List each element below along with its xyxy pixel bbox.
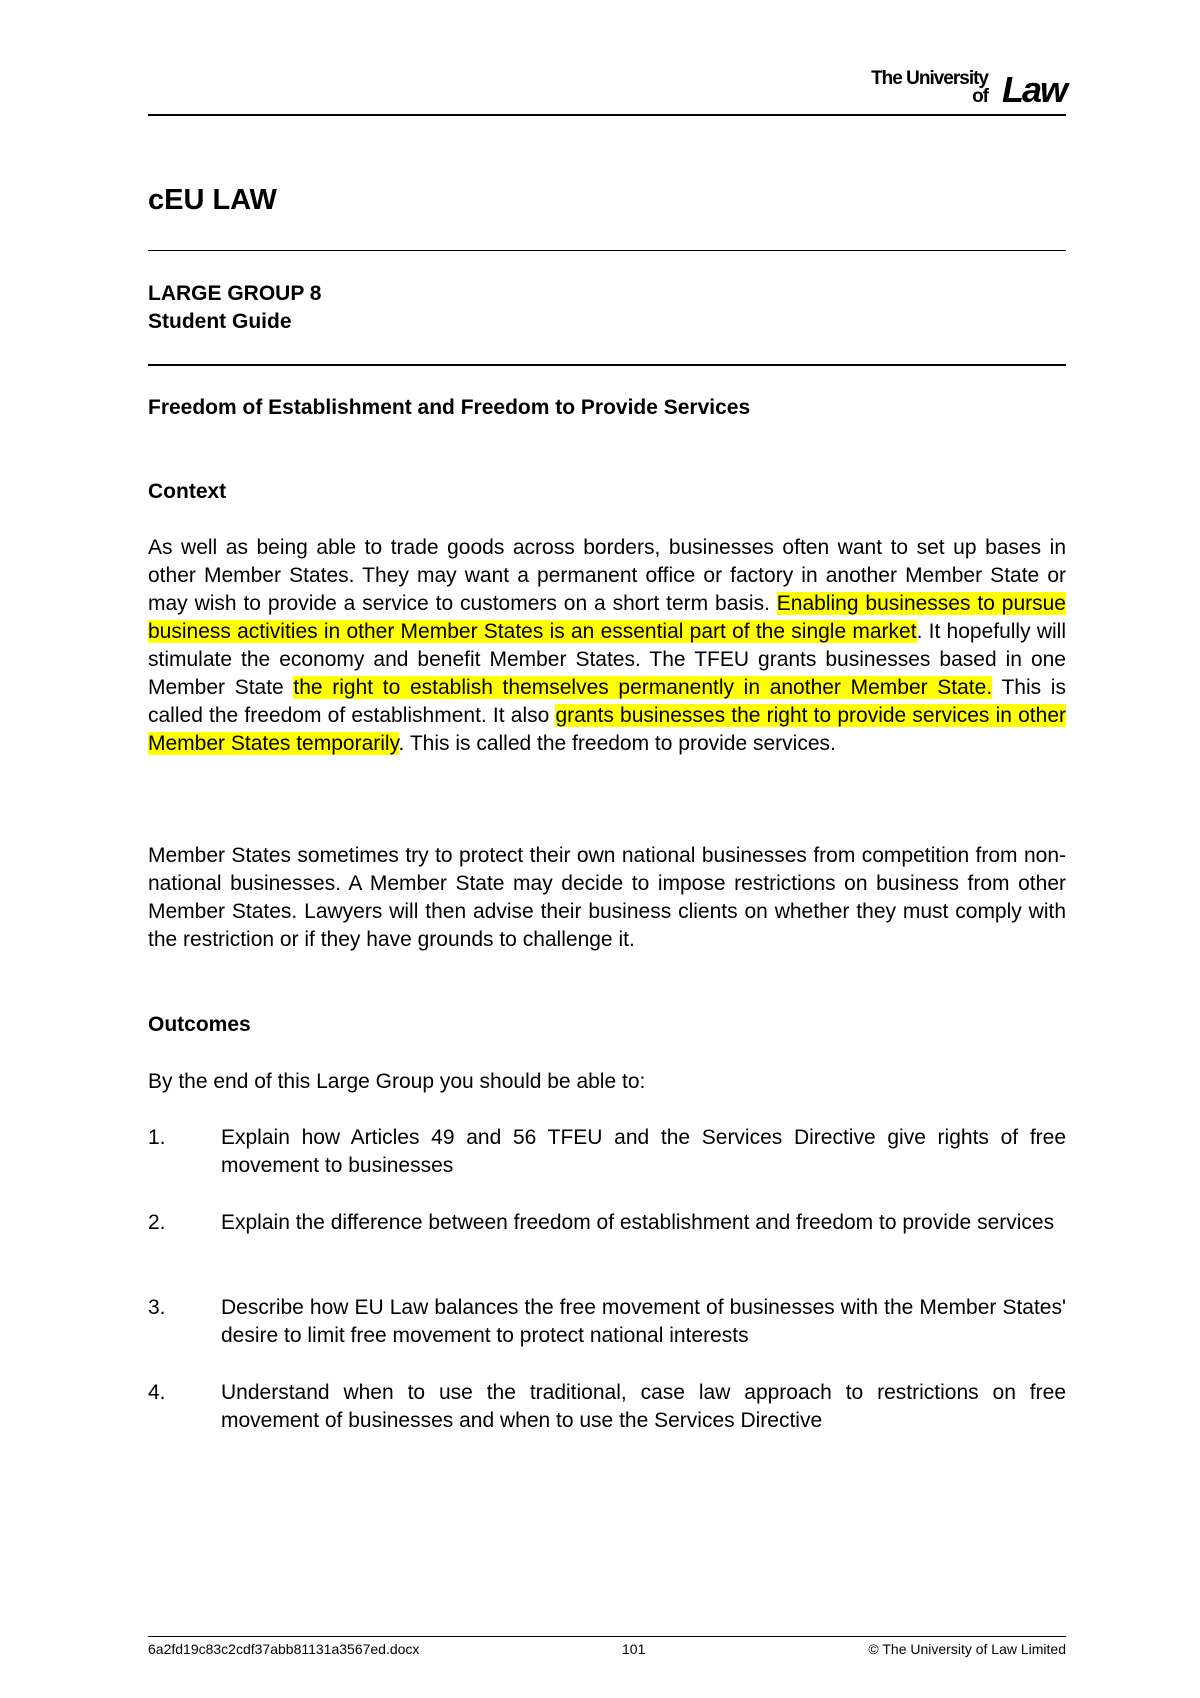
logo-text-of: of xyxy=(972,86,988,107)
outcome-text: Describe how EU Law balances the free movement of businesses with the Member States' desire to limit free movement to protect national interests xyxy=(221,1296,1066,1347)
logo-text-university: The University xyxy=(871,68,988,89)
document-title: cEU LAW xyxy=(148,184,277,216)
group-label: LARGE GROUP 8 xyxy=(148,282,322,305)
context-heading: Context xyxy=(148,480,227,503)
outcome-number: 2. xyxy=(148,1211,166,1234)
context-text: As well as being able to trade goods across borders, businesses often want to set up bases in other Member States. They may want a permanent office or factory in another Member State or may wish to provide a service to customers on a short term basis. xyxy=(148,536,1066,615)
footer-copyright: © The University of Law Limited xyxy=(868,1641,1066,1657)
guide-label: Student Guide xyxy=(148,310,292,333)
outcome-number: 3. xyxy=(148,1296,166,1319)
context-paragraph-1 xyxy=(148,534,1066,758)
context-text: . It hopefully will stimulate the economy and benefit Member States. The TFEU grants businesses based in one Member State xyxy=(148,620,1066,699)
outcomes-heading: Outcomes xyxy=(148,1013,251,1036)
highlighted-text: the right to establish themselves permanently in another Member State. xyxy=(293,676,993,699)
logo-text-law: Law xyxy=(1001,69,1066,110)
highlighted-text: grants businesses the right to provide services in other Member States temporarily xyxy=(148,704,1066,755)
highlighted-text: Enabling businesses to pursue business activities in other Member States is an essential part of the single market xyxy=(148,592,1066,643)
outcome-text: Explain how Articles 49 and 56 TFEU and the Services Directive give rights of free movement to businesses xyxy=(221,1126,1066,1177)
topic-heading: Freedom of Establishment and Freedom to Provide Services xyxy=(148,396,751,419)
header-rule xyxy=(148,114,1066,116)
footer-page-number: 101 xyxy=(622,1641,646,1657)
document-page xyxy=(148,0,1066,1698)
context-paragraph-2: Member States sometimes try to protect their own national businesses from competition from non-national businesses. A Member State may decide to impose restrictions on business from other Member States. Lawyers will then advise their business clients on whether they must comply with the restriction or if they have grounds to challenge it. xyxy=(148,844,1066,951)
outcome-number: 1. xyxy=(148,1126,166,1149)
context-text: This is called the freedom of establishment. It also xyxy=(148,676,1066,727)
section-rule xyxy=(148,364,1066,366)
outcome-number: 4. xyxy=(148,1381,166,1404)
outcome-text: Understand when to use the traditional, case law approach to restrictions on free movement of businesses and when to use the Services Directive xyxy=(221,1381,1066,1432)
outcome-text: Explain the difference between freedom of establishment and freedom to provide services xyxy=(221,1211,1055,1234)
university-of-law-logo xyxy=(856,64,1066,108)
footer-filename: 6a2fd19c83c2cdf37abb81131a3567ed.docx xyxy=(148,1641,420,1657)
context-text: . This is called the freedom to provide services. xyxy=(398,732,836,755)
outcomes-intro: By the end of this Large Group you should be able to: xyxy=(148,1070,646,1093)
footer-rule xyxy=(148,1636,1066,1637)
title-rule xyxy=(148,250,1066,251)
